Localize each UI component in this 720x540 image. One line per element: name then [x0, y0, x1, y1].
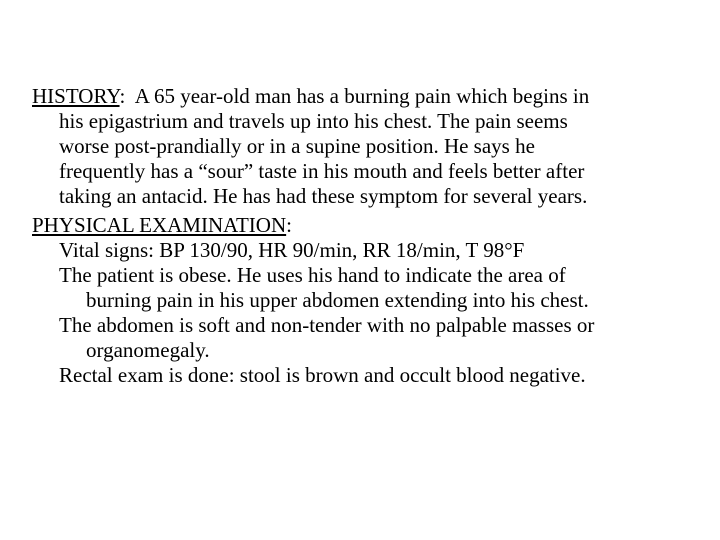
- general-line-2: burning pain in his upper abdomen extending into his chest.: [86, 288, 589, 312]
- history-line-5: taking an antacid. He has had these symptom for several years.: [59, 184, 588, 208]
- abdomen-line-2: organomegaly.: [86, 338, 210, 362]
- vitals-line-1: Vital signs: BP 130/90, HR 90/min, RR 18/min, T 98°F: [59, 238, 525, 262]
- physical-exam-colon: :: [286, 213, 292, 237]
- abdomen-line-1: The abdomen is soft and non-tender with no palpable masses or: [59, 313, 595, 337]
- history-line-1: A 65 year-old man has a burning pain which begins in: [134, 84, 590, 108]
- history-paragraph: [32, 84, 712, 209]
- general-line-1: The patient is obese. He uses his hand to indicate the area of: [59, 263, 566, 287]
- history-line-2: his epigastrium and travels up into his chest. The pain seems: [59, 109, 568, 133]
- history-line-3: worse post-prandially or in a supine position. He says he: [59, 134, 535, 158]
- physical-exam-section: [32, 213, 712, 238]
- case-text: [32, 84, 712, 388]
- rectal-line-1: Rectal exam is done: stool is brown and occult blood negative.: [59, 363, 586, 387]
- exam-item-general: [32, 263, 712, 313]
- exam-item-abdomen: [32, 313, 712, 363]
- exam-item-rectal: [32, 363, 712, 388]
- exam-item-vitals: [32, 238, 712, 263]
- physical-exam-heading: PHYSICAL EXAMINATION: [32, 213, 287, 237]
- history-heading: HISTORY: [32, 84, 120, 108]
- history-colon: :: [119, 84, 126, 108]
- history-line-4: frequently has a “sour” taste in his mouth and feels better after: [59, 159, 585, 183]
